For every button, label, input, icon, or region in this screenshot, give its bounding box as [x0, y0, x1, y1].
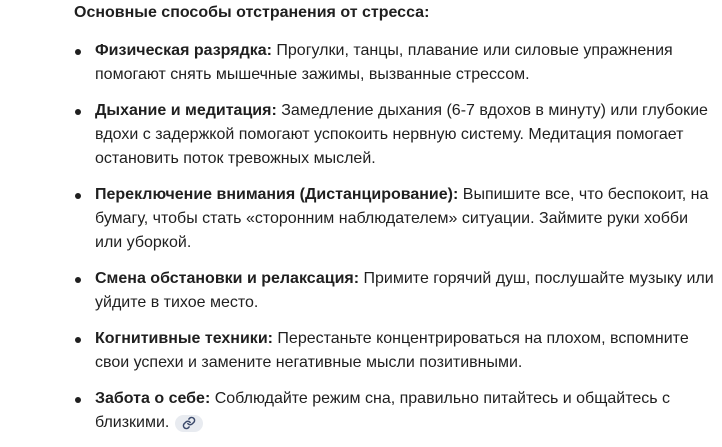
item-text: Соблюдайте режим сна, правильно питайтесь и общайтесь с близкими. [95, 390, 671, 431]
list-item [74, 183, 714, 255]
stress-tips-list [74, 39, 714, 435]
bullet-icon [75, 397, 81, 403]
item-text: Замедление дыхания (6-7 вдохов в минуту) или глубокие вдохи с задержкой помогают успокоить нервную систему. Медитация помогает остановить поток тревожных мыслей. [95, 102, 708, 167]
source-link-button[interactable] [175, 415, 203, 432]
link-icon [182, 416, 196, 430]
list-item [74, 327, 714, 375]
item-term: Когнитивные техники: [95, 330, 273, 347]
item-term: Забота о себе: [95, 390, 211, 407]
list-item [74, 39, 714, 87]
bullet-icon [75, 109, 81, 115]
bullet-icon [75, 277, 81, 283]
bullet-icon [75, 49, 81, 55]
list-item [74, 267, 714, 315]
item-text: Примите горячий душ, послушайте музыку или уйдите в тихое место. [95, 270, 714, 311]
item-term: Дыхание и медитация: [95, 102, 277, 119]
item-term: Физическая разрядка: [95, 42, 272, 59]
bullet-icon [75, 193, 81, 199]
answer-content [74, 0, 714, 447]
bullet-icon [75, 337, 81, 343]
list-item [74, 387, 714, 435]
item-text: Прогулки, танцы, плавание или силовые упражнения помогают снять мышечные зажимы, вызванные стрессом. [95, 42, 673, 83]
item-term: Смена обстановки и релаксация: [95, 270, 360, 287]
item-term: Переключение внимания (Дистанцирование): [95, 186, 459, 203]
section-heading: Основные способы отстранения от стресса: [74, 4, 430, 21]
list-item [74, 99, 714, 171]
item-text: Перестаньте концентрироваться на плохом, вспомните свои успехи и замените негативные мысли позитивными. [95, 330, 689, 371]
item-text: Выпишите все, что беспокоит, на бумагу, чтобы стать «сторонним наблюдателем» ситуации. Займите руки хобби или уборкой. [95, 186, 709, 251]
